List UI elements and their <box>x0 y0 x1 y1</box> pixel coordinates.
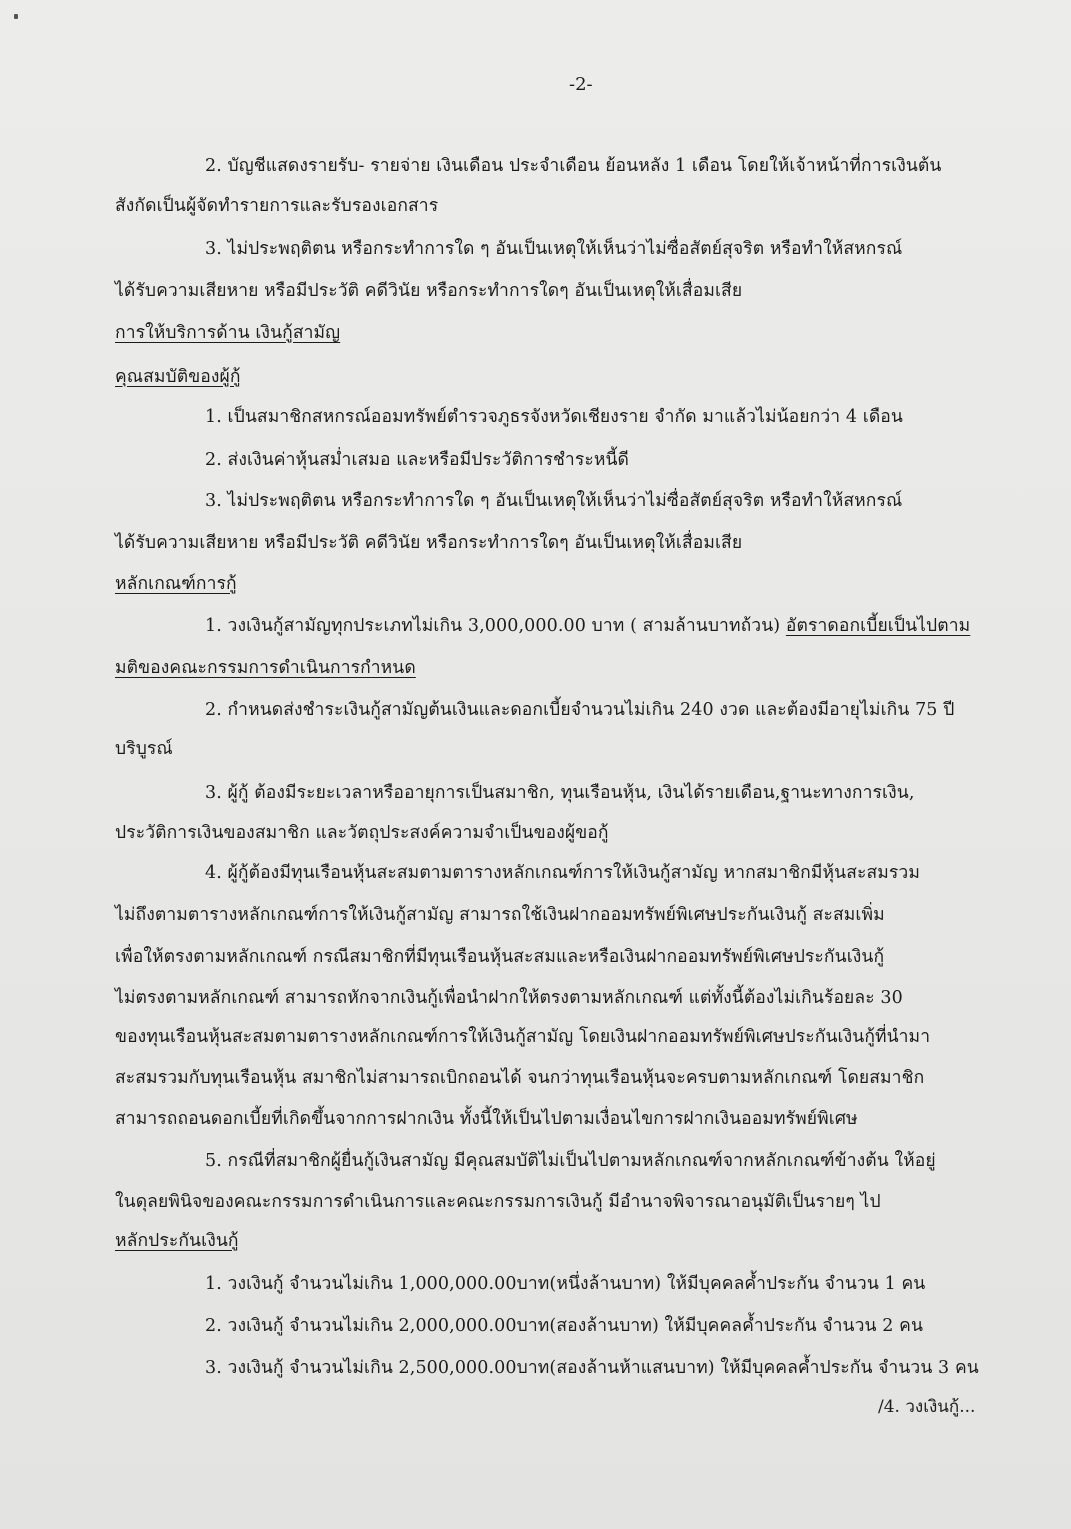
criterion-4-line-5: ของทุนเรือนหุ้นสะสมตามตารางหลักเกณฑ์การให้เงินกู้สามัญ โดยเงินฝากออมทรัพย์พิเศษประกันเงินกู้ที่นำมา <box>115 1027 931 1047</box>
criterion-4-line-6: สะสมรวมกับทุนเรือนหุ้น สมาชิกไม่สามารถเบิกถอนได้ จนกว่าทุนเรือนหุ้นจะครบตามหลักเกณฑ์ โดยสมาชิก <box>115 1068 925 1088</box>
scan-speck <box>14 14 18 19</box>
collateral-3: 3. วงเงินกู้ จำนวนไม่เกิน 2,500,000.00บาท(สองล้านห้าแสนบาท) ให้มีบุคคลค้ำประกัน จำนวน 3 คน <box>205 1358 979 1378</box>
item-3-line-1: 3. ไม่ประพฤติตน หรือกระทำการใด ๆ อันเป็นเหตุให้เห็นว่าไม่ซื่อสัตย์สุจริต หรือทำให้สหกรณ์ <box>205 239 903 259</box>
criterion-4-line-3: เพื่อให้ตรงตามหลักเกณฑ์ กรณีสมาชิกที่มีทุนเรือนหุ้นสะสมและหรือเงินฝากออมทรัพย์พิเศษประกันเงินกู้ <box>115 947 885 967</box>
subheading-lending-criteria: หลักเกณฑ์การกู้ <box>115 574 237 594</box>
qualification-3-line-1: 3. ไม่ประพฤติตน หรือกระทำการใด ๆ อันเป็นเหตุให้เห็นว่าไม่ซื่อสัตย์สุจริต หรือทำให้สหกรณ์ <box>205 491 903 511</box>
criterion-1-text: 1. วงเงินกู้สามัญทุกประเภทไม่เกิน 3,000,000.00 บาท ( สามล้านบาทถ้วน) <box>205 616 786 636</box>
collateral-1: 1. วงเงินกู้ จำนวนไม่เกิน 1,000,000.00บาท(หนึ่งล้านบาท) ให้มีบุคคลค้ำประกัน จำนวน 1 คน <box>205 1274 926 1294</box>
criterion-5-line-2: ในดุลยพินิจของคณะกรรมการดำเนินการและคณะกรรมการเงินกู้ มีอำนาจพิจารณาอนุมัติเป็นรายๆ ไป <box>115 1192 881 1212</box>
qualification-1: 1. เป็นสมาชิกสหกรณ์ออมทรัพย์ตำรวจภูธรจังหวัดเชียงราย จำกัด มาแล้วไม่น้อยกว่า 4 เดือน <box>205 407 903 427</box>
page-number: -2- <box>569 74 593 95</box>
section-heading-ordinary-loan: การให้บริการด้าน เงินกู้สามัญ <box>115 323 341 343</box>
criterion-4-line-1: 4. ผู้กู้ต้องมีทุนเรือนหุ้นสะสมตามตารางหลักเกณฑ์การให้เงินกู้สามัญ หากสมาชิกมีหุ้นสะสมรวม <box>205 863 920 883</box>
qualification-3-line-2: ได้รับความเสียหาย หรือมีประวัติ คดีวินัย หรือกระทำการใดๆ อันเป็นเหตุให้เสื่อมเสีย <box>115 533 743 553</box>
criterion-1-line-2: มติของคณะกรรมการดำเนินการกำหนด <box>115 658 416 678</box>
criterion-1-underlined: อัตราดอกเบี้ยเป็นไปตาม <box>785 616 971 636</box>
item-3-line-2: ได้รับความเสียหาย หรือมีประวัติ คดีวินัย หรือกระทำการใดๆ อันเป็นเหตุให้เสื่อมเสีย <box>115 281 743 301</box>
collateral-2: 2. วงเงินกู้ จำนวนไม่เกิน 2,000,000.00บาท(สองล้านบาท) ให้มีบุคคลค้ำประกัน จำนวน 2 คน <box>205 1316 924 1336</box>
criterion-4-line-7: สามารถถอนดอกเบี้ยที่เกิดขึ้นจากการฝากเงิน ทั้งนี้ให้เป็นไปตามเงื่อนไขการฝากเงินออมทรัพย์พิเศษ <box>115 1109 858 1129</box>
item-2-line-2: สังกัดเป็นผู้จัดทำรายการและรับรองเอกสาร <box>115 196 439 216</box>
criterion-3-line-1: 3. ผู้กู้ ต้องมีระยะเวลาหรืออายุการเป็นสมาชิก, ทุนเรือนหุ้น, เงินได้รายเดือน,ฐานะทางการเงิน, <box>205 783 915 803</box>
subheading-qualifications: คุณสมบัติของผู้กู้ <box>115 367 241 387</box>
continuation-note: /4. วงเงินกู้... <box>878 1397 976 1417</box>
qualification-2: 2. ส่งเงินค่าหุ้นสม่ำเสมอ และหรือมีประวัติการชำระหนี้ดี <box>205 450 629 470</box>
criterion-4-line-4: ไม่ตรงตามหลักเกณฑ์ สามารถหักจากเงินกู้เพื่อนำฝากให้ตรงตามหลักเกณฑ์ แต่ทั้งนี้ต้องไม่เกินร้อยละ 30 <box>115 988 903 1008</box>
item-2-line-1: 2. บัญชีแสดงรายรับ- รายจ่าย เงินเดือน ประจำเดือน ย้อนหลัง 1 เดือน โดยให้เจ้าหน้าที่การเงินต้น <box>205 156 942 176</box>
criterion-3-line-2: ประวัติการเงินของสมาชิก และวัตถุประสงค์ความจำเป็นของผู้ขอกู้ <box>115 823 609 843</box>
criterion-4-line-2: ไม่ถึงตามตารางหลักเกณฑ์การให้เงินกู้สามัญ สามารถใช้เงินฝากออมทรัพย์พิเศษประกันเงินกู้ สะสมเพิ่ม <box>115 905 885 925</box>
criterion-2-line-1: 2. กำหนดส่งชำระเงินกู้สามัญต้นเงินและดอกเบี้ยจำนวนไม่เกิน 240 งวด และต้องมีอายุไม่เกิน 75 ปี <box>205 700 955 720</box>
criterion-2-line-2: บริบูรณ์ <box>115 739 173 759</box>
criterion-1-line-1 <box>205 615 970 637</box>
subheading-loan-collateral: หลักประกันเงินกู้ <box>115 1231 239 1251</box>
criterion-5-line-1: 5. กรณีที่สมาชิกผู้ยื่นกู้เงินสามัญ มีคุณสมบัติไม่เป็นไปตามหลักเกณฑ์จากหลักเกณฑ์ข้างต้น ให้อยู่ <box>205 1151 936 1171</box>
